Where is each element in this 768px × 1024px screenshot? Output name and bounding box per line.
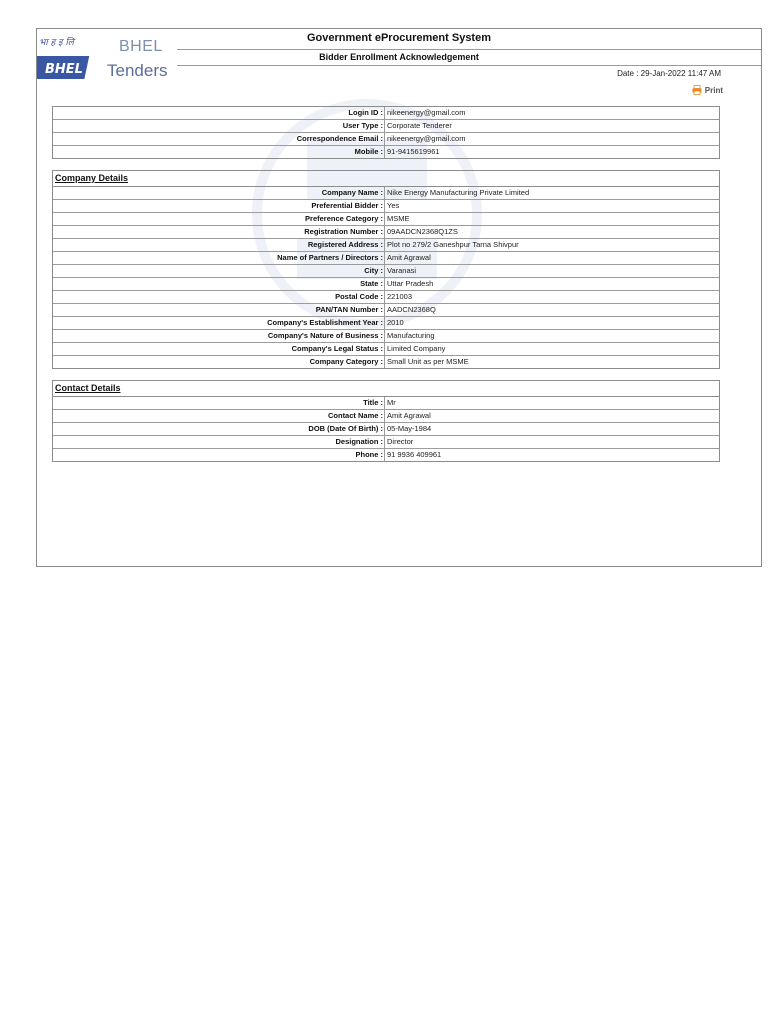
field-value: Uttar Pradesh [385,278,720,291]
field-label: Company's Legal Status : [53,343,385,356]
login-details-table [53,107,719,158]
contact-details-panel [52,380,720,462]
table-row [53,226,719,239]
field-value: 09AADCN2368Q1ZS [385,226,720,239]
table-row [53,410,719,423]
table-row [53,265,719,278]
field-label: Company Name : [53,187,385,200]
table-row [53,239,719,252]
logo-product-text: Tenders [107,61,168,80]
table-row [53,304,719,317]
table-row [53,133,719,146]
field-label: User Type : [53,120,385,133]
title-divider [177,49,761,50]
field-value: Nike Energy Manufacturing Private Limited [387,188,530,197]
table-row [53,146,719,159]
logo-bhel-glyph: BHEL [45,62,83,77]
field-value: Manufacturing [385,330,720,343]
field-label: Postal Code : [53,291,385,304]
field-label: PAN/TAN Number : [53,304,385,317]
field-label: DOB (Date Of Birth) : [53,423,385,436]
table-row [53,330,719,343]
company-details-heading: Company Details [53,171,719,187]
field-label: Phone : [53,449,385,462]
table-row [53,317,719,330]
table-row [53,291,719,304]
print-label: Print [704,85,723,95]
logo-hindi-text: भा ह इ लि [39,38,74,48]
table-row [53,397,719,410]
table-row [53,278,719,291]
date-stamp: Date : 29-Jan-2022 11:47 AM [617,69,721,78]
field-label: Registration Number : [53,226,385,239]
logo-brand-text: BHEL [119,38,163,55]
field-label: Correspondence Email : [53,133,385,146]
field-label: City : [53,265,385,278]
field-value: Mr [387,398,396,407]
acknowledgement-frame [36,28,762,567]
field-value: Amit Agrawal [385,410,720,423]
field-value: Plot no 279/2 Ganeshpur Tarna Shivpur [385,239,720,252]
field-value: Corporate Tenderer [385,120,720,133]
field-label: Login ID : [53,107,385,120]
field-label: Preferential Bidder : [53,200,385,213]
field-label: Company's Nature of Business : [53,330,385,343]
field-label: Registered Address : [53,239,385,252]
field-value: Limited Company [385,343,720,356]
field-value: 91 9936 409961 [385,449,720,462]
field-label: Designation : [53,436,385,449]
table-row [53,200,719,213]
table-row [53,187,719,200]
field-label: Company Category : [53,356,385,369]
table-row [53,423,719,436]
table-row [53,120,719,133]
field-value: Amit Agrawal [385,252,720,265]
system-title: Government eProcurement System [306,32,491,44]
contact-details-heading: Contact Details [53,381,719,397]
field-value: Small Unit as per MSME [385,356,720,369]
table-row [53,436,719,449]
page-title: Bidder Enrollment Acknowledgement [319,52,479,62]
company-details-table [53,187,719,368]
login-details-panel [52,106,720,159]
field-value: 221003 [385,291,720,304]
field-label: State : [53,278,385,291]
field-label: Title : [53,397,385,410]
field-label: Preference Category : [53,213,385,226]
field-value: Varanasi [385,265,720,278]
table-row [53,252,719,265]
field-value: 05-May-1984 [385,423,720,436]
table-row [53,449,719,462]
field-value: Yes [385,200,720,213]
field-label: Company's Establishment Year : [53,317,385,330]
field-value: 91-9415619961 [385,146,720,159]
table-row [53,343,719,356]
contact-details-table [53,397,719,461]
field-value: Director [385,436,720,449]
field-label: Mobile : [53,146,385,159]
field-label: Contact Name : [53,410,385,423]
field-value: 2010 [385,317,720,330]
field-value: AADCN2368Q [385,304,720,317]
table-row [53,356,719,369]
subtitle-divider [177,65,761,66]
field-value: MSME [385,213,720,226]
field-value: nikeenergy@gmail.com [387,108,466,117]
table-row [53,213,719,226]
company-details-panel [52,170,720,369]
table-row [53,107,719,120]
print-icon [692,85,702,95]
print-button[interactable] [692,85,723,95]
field-label: Name of Partners / Directors : [53,252,385,265]
field-value: nikeenergy@gmail.com [385,133,720,146]
